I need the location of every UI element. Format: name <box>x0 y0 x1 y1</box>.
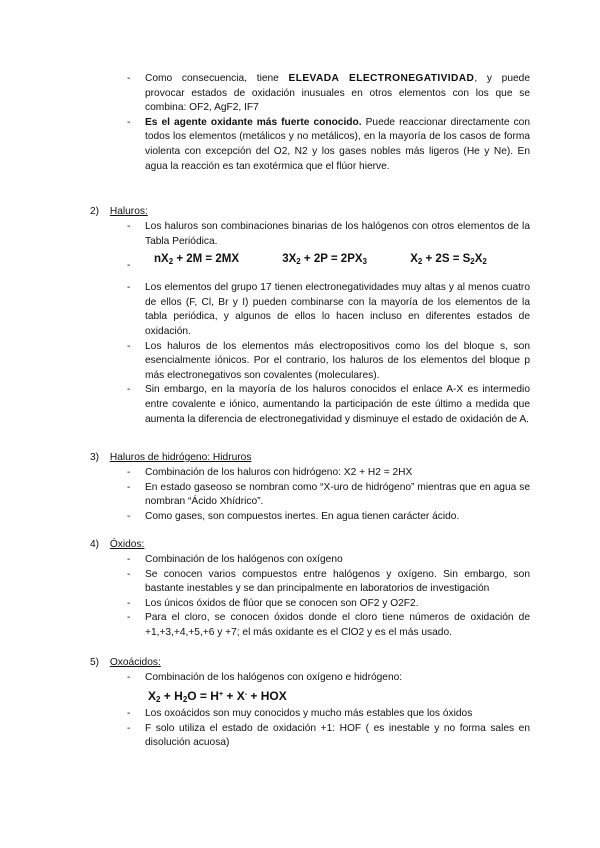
section-heading-haluros-hidrogeno <box>90 451 251 466</box>
eq-part: + X <box>223 689 245 703</box>
eq-subscript: 2 <box>470 257 475 266</box>
section-title: Oxoácidos: <box>109 657 161 668</box>
bullet-dash: - <box>127 260 131 272</box>
equation <box>282 252 367 267</box>
list-item <box>0 568 600 597</box>
item-bold-text: ELEVADA ELECTRONEGATIVIDAD <box>288 73 475 84</box>
oxoacidos-list-top <box>0 671 600 686</box>
bullet-dash: - <box>127 722 131 734</box>
section-number: 5) <box>90 657 100 668</box>
list-item <box>0 510 600 525</box>
eq-subscript: 2 <box>156 695 161 704</box>
bullet-dash: - <box>127 597 131 609</box>
eq-part: nX <box>154 253 169 265</box>
haluros-equations <box>154 252 487 267</box>
list-item <box>0 707 600 722</box>
item-text: Combinación de los haluros con hidrógeno: X2 + H2 = 2HX <box>145 467 413 478</box>
haluros-hidrogeno-list <box>0 466 600 524</box>
list-item <box>0 340 600 384</box>
section-heading-oxidos <box>90 538 144 553</box>
item-bold-text: Es el agente oxidante más fuerte conocido. <box>145 116 362 128</box>
bullet-dash: - <box>127 221 131 232</box>
eq-superscript: - <box>244 691 248 698</box>
bullet-dash: - <box>127 467 131 478</box>
item-text: Los elementos del grupo 17 tienen electronegatividades muy altas y al menos cuatro de ellos (F, Cl, Br y I) pueden combinarse con la mayoría de los elementos de la tabla periódica, y algunos de ellos lo hacen incluso en diferentes estados de oxidación. <box>145 282 530 337</box>
list-item <box>0 116 600 174</box>
list-item <box>0 220 600 249</box>
equation <box>410 252 487 267</box>
eq-part: 3X <box>282 253 297 265</box>
eq-part: O = H <box>187 689 219 703</box>
eq-subscript: 2 <box>168 257 174 266</box>
section-number: 4) <box>90 539 100 550</box>
item-text: Se conocen varios compuestos entre halógenos y oxígeno. Sin embargo, son bastante inestables y se dan principalmente en laboratorios de investigación <box>145 568 530 595</box>
eq-part: + HOX <box>247 689 287 703</box>
bullet-dash: - <box>127 116 131 128</box>
intro-list <box>0 72 600 174</box>
bullet-dash: - <box>127 510 131 522</box>
eq-part: + 2M = 2MX <box>173 253 239 265</box>
list-item <box>0 722 600 751</box>
bullet-dash: - <box>127 568 131 580</box>
item-text: , y puede provocar estados de oxidación inusuales en otros elementos con los que se combina: OF2, AgF2, IF7 <box>145 73 530 114</box>
bullet-dash: - <box>127 554 131 565</box>
bullet-dash: - <box>127 612 131 624</box>
section-heading-haluros <box>90 205 148 220</box>
eq-part: + 2S = S <box>422 253 471 265</box>
eq-part: + 2P = 2PX <box>300 253 363 265</box>
item-text: Sin embargo, en la mayoría de los haluros conocidos el enlace A-X es intermedio entre covalente e iónico, aumentando la participación de este último a medida que aumenta la diferencia de electronegatividad y disminuye el estado de oxidación de A. <box>145 384 530 425</box>
section-title: Óxidos: <box>109 539 145 550</box>
item-text: Los oxoácidos son muy conocidos y mucho más estables que los óxidos <box>145 708 473 719</box>
list-item <box>0 481 600 510</box>
eq-subscript: 2 <box>182 695 188 704</box>
bullet-dash: - <box>127 73 131 84</box>
list-item <box>0 383 600 427</box>
bullet-dash: - <box>127 282 131 294</box>
bullet-dash: - <box>127 481 131 493</box>
section-heading-oxoacidos <box>90 656 161 671</box>
oxidos-list <box>0 553 600 641</box>
list-item <box>0 671 600 686</box>
list-item <box>0 597 600 612</box>
item-text: Los únicos óxidos de flúor que se conocen son OF2 y O2F2. <box>145 597 419 609</box>
section-title: Haluros: <box>109 206 148 217</box>
equation <box>154 252 239 267</box>
item-text: Para el cloro, se conocen óxidos donde el cloro tiene números de oxidación de +1,+3,+4,+5,+6 y +7; el más oxidante es el ClO2 y es el más usado. <box>145 612 530 638</box>
bullet-dash: - <box>127 340 131 352</box>
section-title: Haluros de hidrógeno: Hidruros <box>109 452 252 463</box>
bullet-dash: - <box>127 384 131 396</box>
eq-subscript: 2 <box>482 257 487 266</box>
item-text: Combinación de los halógenos con oxígeno e hidrógeno: <box>145 672 403 683</box>
item-text: Puede reaccionar directamente con todos los elementos (metálicos y no metálicos), en la mayoría de los casos de forma violenta con excepción del O2, N2 y los gases nobles más ligeros (He y Ne). En agua la reacción es tan exotérmica que el flúor hierve. <box>145 116 530 172</box>
oxoacidos-equation <box>148 689 287 704</box>
eq-part: + H <box>160 689 183 703</box>
section-number: 3) <box>90 452 100 463</box>
item-text: Como gases, son compuestos inertes. En agua tienen carácter ácido. <box>145 510 460 522</box>
list-item <box>0 466 600 481</box>
bullet-dash: - <box>127 672 131 683</box>
item-text: Los haluros son combinaciones binarias de los halógenos con otros elementos de la Tabla Periódica. <box>145 221 530 247</box>
eq-subscript: 3 <box>362 257 367 266</box>
list-item <box>0 281 600 339</box>
list-item <box>0 553 600 568</box>
list-item <box>0 611 600 640</box>
item-text: Los haluros de los elementos más electropositivos como los del bloque s, son esencialmente iónicos. Por el contrario, los haluros de los elementos del bloque p más electronegativos son covalentes (moleculares). <box>145 340 530 381</box>
list-item <box>0 72 600 116</box>
eq-part: X <box>474 253 483 265</box>
eq-subscript: 2 <box>296 257 301 266</box>
eq-part: X <box>410 253 418 265</box>
item-text: F solo utiliza el estado de oxidación +1: HOF ( es inestable y no forma sales en disolución acuosa) <box>145 722 530 749</box>
item-text: Combinación de los halógenos con oxígeno <box>145 554 343 565</box>
item-text: Como consecuencia, tiene <box>145 73 289 84</box>
oxoacidos-list-bottom <box>0 707 600 751</box>
section-number: 2) <box>90 206 100 217</box>
item-text: En estado gaseoso se nombran como “X-uro de hidrógeno” mientras que en agua se nombran “Ácido Xhídrico”. <box>145 481 530 508</box>
eq-superscript: + <box>218 691 224 698</box>
eq-part: X <box>148 689 157 703</box>
eq-subscript: 2 <box>417 257 423 266</box>
bullet-dash: - <box>127 708 131 719</box>
